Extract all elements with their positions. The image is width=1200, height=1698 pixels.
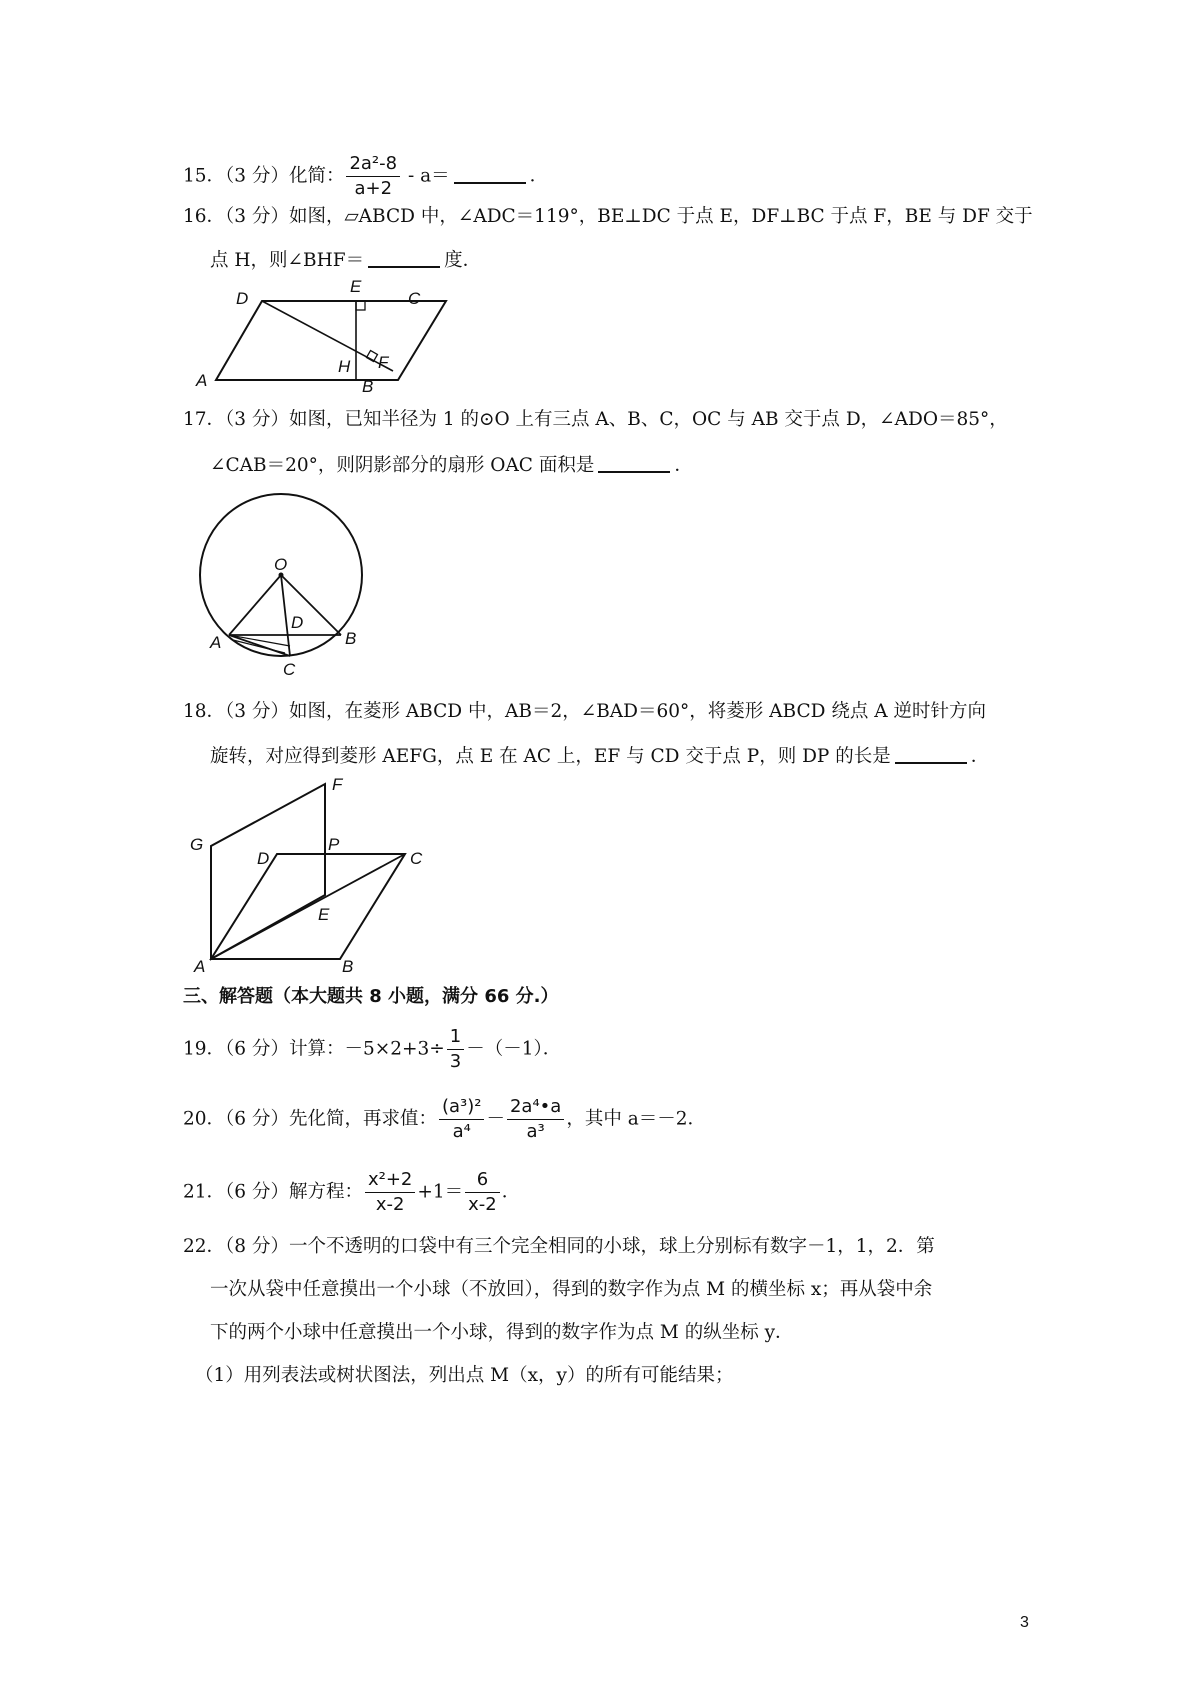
p18-line1: 18．（3 分）如图，在菱形 ABCD 中，AB＝2，∠BAD＝60°，将菱形 ABCD 绕点 A 逆时针方向 — [183, 701, 986, 722]
label-f: F — [332, 775, 343, 794]
p15-end: ． — [529, 165, 549, 187]
p20-suffix: ，其中 a＝－2． — [566, 1108, 707, 1130]
p21-fraction-2 — [465, 1168, 500, 1217]
p20-fraction-2 — [507, 1095, 564, 1144]
p16-line2 — [210, 248, 481, 273]
p22-line2: 一次从袋中任意摸出一个小球（不放回），得到的数字作为点 M 的横坐标 x；再从袋中余 — [210, 1279, 933, 1300]
problem-15 — [183, 152, 548, 201]
p20-frac2-num: 2a⁴•a — [507, 1095, 564, 1120]
p15-prefix: 15．（3 分）化简： — [183, 165, 345, 187]
label-c: C — [410, 849, 423, 868]
p20-frac2-den: a³ — [526, 1121, 545, 1142]
section-heading: 三、解答题（本大题共 8 小题，满分 66 分.） — [183, 986, 559, 1007]
p20-prefix: 20．（6 分）先化简，再求值： — [183, 1108, 437, 1130]
p21-fraction-1 — [365, 1168, 415, 1217]
p15-frac-num: 2a²-8 — [346, 152, 400, 177]
p16-line1: 16．（3 分）如图，▱ABCD 中，∠ADC＝119°，BE⊥DC 于点 E，DF⊥BC 于点 F，BE 与 DF 交于 — [183, 206, 1033, 227]
label-h: H — [338, 357, 351, 376]
p19-fraction — [447, 1025, 464, 1074]
p19-suffix: －（－1）． — [466, 1038, 562, 1060]
label-b: B — [362, 377, 374, 396]
p21-suffix: ． — [501, 1181, 521, 1203]
answer-blank — [368, 248, 440, 268]
p21-frac2-den: x-2 — [468, 1194, 497, 1215]
label-d: D — [236, 289, 249, 308]
parallelogram-figure — [196, 277, 460, 410]
label-g: G — [190, 835, 204, 854]
problem-20 — [183, 1095, 706, 1144]
label-o: O — [274, 555, 288, 574]
p18-line2-suffix: ． — [970, 746, 990, 767]
p17-line1: 17．（3 分）如图，已知半径为 1 的⊙O 上有三点 A、B、C，OC 与 AB 交于点 D，∠ADO＝85°， — [183, 409, 1008, 430]
p15-frac-den: a+2 — [354, 178, 393, 199]
label-c: C — [408, 289, 421, 308]
p20-frac1-num: (a³)² — [439, 1095, 485, 1120]
label-a: A — [194, 957, 206, 976]
p18-line2 — [210, 744, 989, 769]
p22-line1: 22．（8 分）一个不透明的口袋中有三个完全相同的小球，球上分别标有数字－1，1，2．第 — [183, 1236, 935, 1257]
p16-line2-suffix: 度． — [444, 250, 482, 271]
p22-sub1: （1）用列表法或树状图法，列出点 M（x，y）的所有可能结果； — [195, 1365, 734, 1386]
p19-frac-den: 3 — [449, 1051, 462, 1072]
label-c: C — [283, 660, 296, 679]
problem-21 — [183, 1168, 520, 1217]
label-e: E — [350, 277, 362, 296]
p21-mid: +1＝ — [417, 1181, 464, 1203]
p17-line2-prefix: ∠CAB＝20°，则阴影部分的扇形 OAC 面积是 — [210, 455, 595, 476]
answer-blank — [598, 453, 670, 473]
answer-blank — [454, 164, 526, 184]
problem-19 — [183, 1025, 561, 1074]
label-e: E — [318, 905, 330, 924]
p20-fraction-1 — [439, 1095, 485, 1144]
p21-frac1-num: x²+2 — [365, 1168, 415, 1193]
p20-frac1-den: a⁴ — [452, 1121, 471, 1142]
label-d: D — [291, 613, 304, 632]
p17-line2-suffix: ． — [674, 455, 693, 476]
page-number: 3 — [1020, 1614, 1029, 1631]
answer-blank — [895, 744, 967, 764]
label-a: A — [210, 633, 222, 652]
p21-frac2-num: 6 — [465, 1168, 500, 1193]
label-b: B — [342, 957, 354, 976]
p22-line3: 下的两个小球中任意摸出一个小球，得到的数字作为点 M 的纵坐标 y． — [210, 1322, 794, 1343]
label-f: F — [378, 353, 389, 372]
label-b: B — [345, 629, 357, 648]
label-d: D — [257, 849, 270, 868]
rhombus-figure — [190, 770, 450, 980]
label-a: A — [196, 371, 208, 390]
p16-line2-prefix: 点 H，则∠BHF＝ — [210, 250, 365, 271]
p18-line2-prefix: 旋转，对应得到菱形 AEFG，点 E 在 AC 上，EF 与 CD 交于点 P，则 DP 的长是 — [210, 746, 891, 767]
p15-fraction — [346, 152, 400, 201]
p17-line2 — [210, 453, 693, 478]
p21-prefix: 21．（6 分）解方程： — [183, 1181, 363, 1203]
p15-suffix: - a＝ — [402, 165, 450, 187]
p21-frac1-den: x-2 — [375, 1194, 405, 1215]
p20-mid: － — [486, 1108, 505, 1130]
label-p: P — [328, 835, 340, 854]
circle-figure — [200, 490, 400, 690]
p19-frac-num: 1 — [447, 1025, 464, 1050]
p19-prefix: 19．（6 分）计算：－5×2+3÷ — [183, 1038, 445, 1060]
